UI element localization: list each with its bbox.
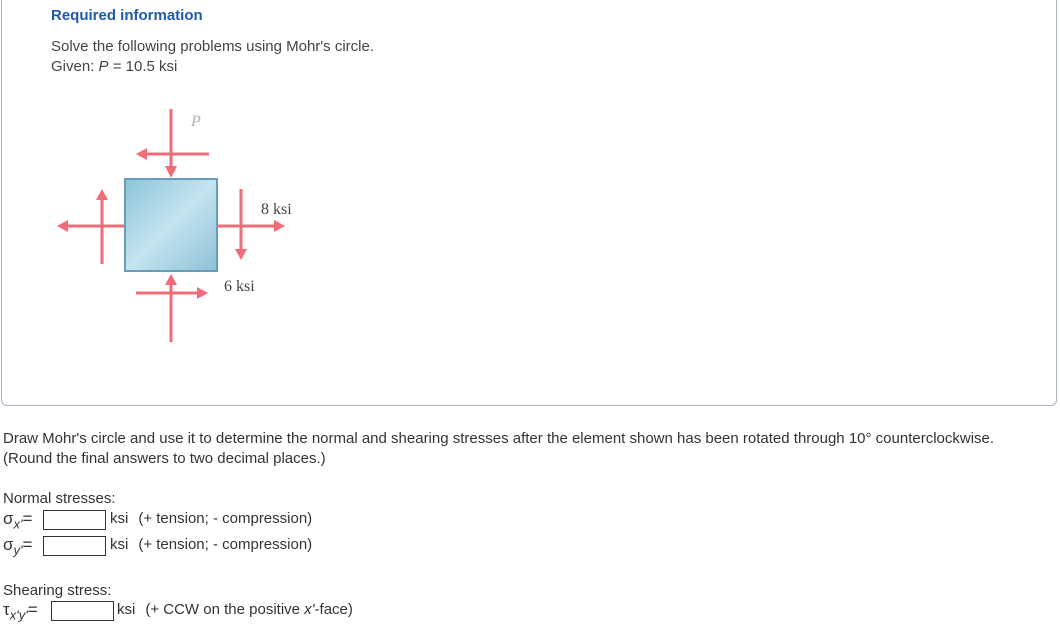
question-text: Draw Mohr's circle and use it to determine the normal and shearing stresses after the element shown has been rotated through 10° counterclockwise. (Round the final answers to two decimal places.) [3,430,995,467]
stress-element-square [125,179,217,271]
instruction-text: Solve the following problems using Mohr's circle. [51,38,375,55]
sigma-y-input[interactable] [43,536,106,556]
right-normal-arrow [218,220,285,232]
given-line [51,58,177,75]
normal-6ksi-label: 6 ksi [224,278,255,295]
given-prefix: Given: [51,58,99,75]
sigma-y-unit: ksi (+ tension; - compression) [110,536,313,553]
shear-8ksi-label: 8 ksi [261,201,292,218]
tau-xy-symbol: $\tau_{x'y'}=$ [3,600,38,623]
stress-element-figure [52,104,312,349]
top-normal-arrow [165,109,177,178]
sigma-x-symbol: $\sigma_{x'}=$ [3,509,33,532]
sigma-x-unit: ksi (+ tension; - compression) [110,510,313,527]
sigma-x-input[interactable] [43,510,106,530]
required-information-panel [1,0,1057,406]
left-normal-arrow [57,220,124,232]
shearing-stress-label: Shearing stress: [3,582,112,599]
required-info-heading: Required information [51,7,203,24]
sigma-y-symbol: $\sigma_{y'}=$ [3,535,33,558]
tau-xy-input[interactable] [51,601,114,621]
tau-xy-unit: ksi (+ CCW on the positive x'-face) [117,601,353,618]
p-label: P [191,113,201,130]
normal-stresses-label: Normal stresses: [3,490,116,507]
bottom-normal-arrow [165,274,177,342]
given-variable: P [98,58,109,75]
given-value: = 10.5 ksi [108,58,178,75]
